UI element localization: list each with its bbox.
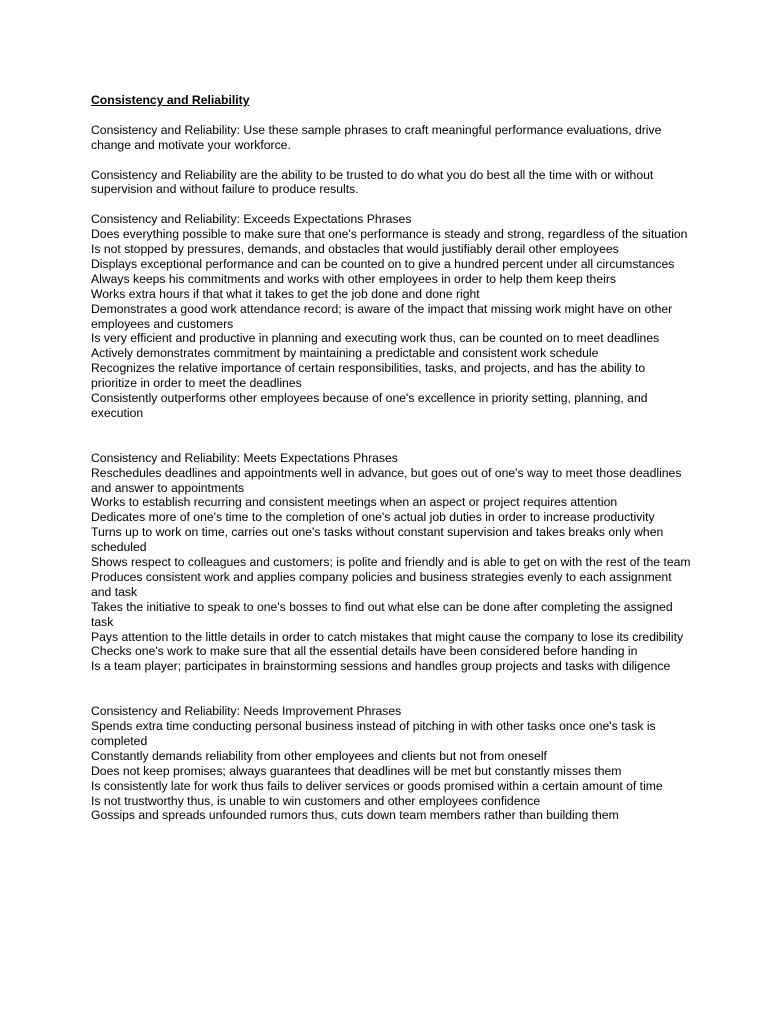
phrase-item: Displays exceptional performance and can be counted on to give a hundred percent under all circumstances xyxy=(91,256,675,271)
phrase-item: Spends extra time conducting personal business instead of pitching in with other tasks once one's task is completed xyxy=(91,718,656,748)
definition-paragraph: Consistency and Reliability are the ability to be trusted to do what you do best all the time with or without supervision and without failure to produce results. xyxy=(91,167,654,197)
intro-paragraph: Consistency and Reliability: Use these sample phrases to craft meaningful performance evaluations, drive change and motivate your workforce. xyxy=(91,122,662,152)
document-title: Consistency and Reliability xyxy=(91,93,250,107)
section-meets-expectations xyxy=(91,451,691,675)
phrase-item: Demonstrates a good work attendance record; is aware of the impact that missing work might have on other employees and customers xyxy=(91,301,673,331)
section-heading: Consistency and Reliability: Meets Expectations Phrases xyxy=(91,450,398,465)
phrase-item: Works extra hours if that what it takes to get the job done and done right xyxy=(91,286,480,301)
phrase-item: Is consistently late for work thus fails to deliver services or goods promised within a certain amount of time xyxy=(91,778,663,793)
phrase-item: Is very efficient and productive in planning and executing work thus, can be counted on to meet deadlines xyxy=(91,331,660,346)
phrase-item: Is not stopped by pressures, demands, and obstacles that would justifiably derail other employees xyxy=(91,242,619,257)
phrase-item: Pays attention to the little details in order to catch mistakes that might cause the company to lose its credibility xyxy=(91,629,684,644)
spacer xyxy=(91,674,691,704)
phrase-item: Is not trustworthy thus, is unable to win customers and other employees confidence xyxy=(91,793,541,808)
spacer xyxy=(91,197,691,212)
phrase-item: Constantly demands reliability from other employees and clients but not from oneself xyxy=(91,748,547,763)
phrase-item: Consistently outperforms other employees because of one's excellence in priority setting, planning, and execution xyxy=(91,391,648,420)
phrase-item: Works to establish recurring and consistent meetings when an aspect or project requires attention xyxy=(91,495,618,510)
phrase-item: Is a team player; participates in brainstorming sessions and handles group projects and tasks with diligence xyxy=(91,659,671,674)
phrase-item: Recognizes the relative importance of certain responsibilities, tasks, and projects, and has the ability to prioritize in order to meet the deadlines xyxy=(91,361,646,391)
section-heading: Consistency and Reliability: Needs Improvement Phrases xyxy=(91,704,402,719)
phrase-item: Shows respect to colleagues and customers; is polite and friendly and is able to get on with the rest of the team xyxy=(91,555,691,570)
phrase-item: Always keeps his commitments and works with other employees in order to help them keep theirs xyxy=(91,271,616,286)
phrase-item: Gossips and spreads unfounded rumors thus, cuts down team members rather than building them xyxy=(91,808,619,823)
section-needs-improvement xyxy=(91,704,691,823)
phrase-item: Takes the initiative to speak to one's bosses to find out what else can be done after completing the assigned task xyxy=(91,599,673,629)
spacer xyxy=(91,108,691,123)
phrase-item: Reschedules deadlines and appointments well in advance, but goes out of one's way to meet those deadlines and answer to appointments xyxy=(91,465,682,495)
phrase-item: Dedicates more of one's time to the completion of one's actual job duties in order to increase productivity xyxy=(91,510,655,525)
document-body xyxy=(91,93,691,823)
phrase-item: Turns up to work on time, carries out one's tasks without constant supervision and takes breaks only when scheduled xyxy=(91,525,664,555)
phrase-item: Checks one's work to make sure that all the essential details have been considered before handing in xyxy=(91,644,638,659)
phrase-item: Does not keep promises; always guarantees that deadlines will be met but constantly misses them xyxy=(91,763,622,778)
phrase-item: Does everything possible to make sure that one's performance is steady and strong, regardless of the situation xyxy=(91,227,688,242)
section-heading: Consistency and Reliability: Exceeds Expectations Phrases xyxy=(91,212,412,227)
section-exceeds-expectations xyxy=(91,212,691,421)
spacer xyxy=(91,153,691,168)
phrase-item: Actively demonstrates commitment by maintaining a predictable and consistent work schedule xyxy=(91,346,599,361)
spacer xyxy=(91,421,691,451)
phrase-item: Produces consistent work and applies company policies and business strategies evenly to each assignment and task xyxy=(91,569,672,599)
